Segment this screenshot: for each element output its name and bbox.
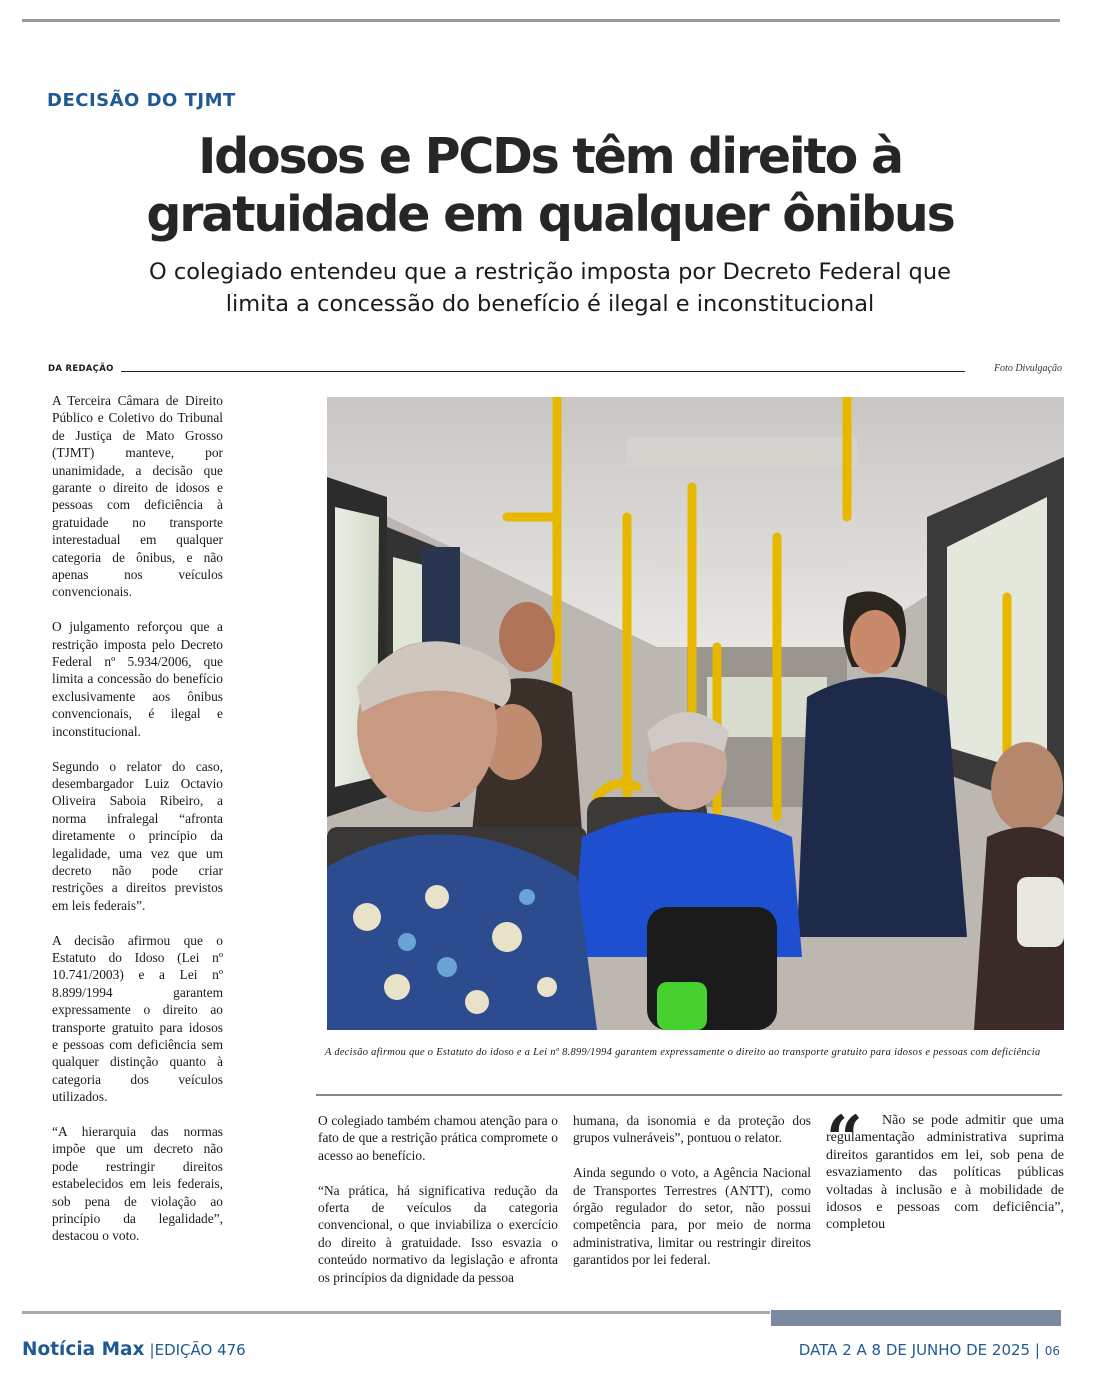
paragraph: A Terceira Câmara de Direito Público e Coletivo do Tribunal de Justiça de Mato Grosso (TJMT) manteve, por unanimidade, a decisão que garante o direito de idosos e pessoas com deficiência à gratuidade no transporte interestadual em qualquer categoria de ônibus, e não apenas nos veículos convencionais. [52,393,223,600]
top-rule [22,19,1060,22]
article-column-3 [573,1112,811,1286]
bus-interior-photo [327,397,1064,1030]
pull-quote-text: Não se pode admitir que uma regulamentação administrativa suprima direitos garantidos em lei, sob pena de esvaziamento das políticas públicas voltadas à inclusão e à mobilidade de idosos e pessoas com deficiência”, completou [826,1113,1064,1233]
caption-rule [316,1094,1062,1096]
subheadline-line-1: O colegiado entendeu que a restrição imposta por Decreto Federal que [149,259,951,285]
photo-caption: A decisão afirmou que o Estatuto do idoso e a Lei nº 8.899/1994 garantem expressamente o direito ao transporte gratuito para idosos e pessoas com deficiência [325,1047,1041,1058]
quote-mark-icon: “ [826,1102,863,1177]
paragraph: O julgamento reforçou que a restrição imposta pelo Decreto Federal nº 5.934/2006, que limita a concessão do benefício exclusivamente aos ônibus convencionais, é ilegal e inconstitucional. [52,619,223,739]
article-column-2 [318,1112,558,1303]
footer-accent-bar [771,1310,1061,1326]
issue-date: DATA 2 A 8 DE JUNHO DE 2025 [798,1341,1031,1359]
pull-quote [826,1102,1064,1234]
subheadline-line-2: limita a concessão do benefício é ilegal e inconstitucional [225,291,875,317]
paragraph: humana, da isonomia e da proteção dos grupos vulneráveis”, pontuou o relator. [573,1113,811,1146]
paragraph: O colegiado também chamou atenção para o fato de que a restrição prática compromete o acesso ao benefício. [318,1113,558,1163]
page-number: 06 [1044,1344,1060,1358]
paragraph: “A hierarquia das normas impõe que um decreto não pode restringir direitos estabelecidos em leis federais, sob pena de violação ao princípio da legalidade”, destacou o voto. [52,1124,223,1244]
headline-line-1: Idosos e PCDs têm direito à [198,128,902,185]
publication-name: Notícia Max [22,1339,145,1360]
article-column-1 [52,392,223,1262]
paragraph: Ainda segundo o voto, a Agência Nacional de Transportes Terrestres (ANTT), como órgão regulador do setor, não possui competência para, por meio de norma administrativa, limitar ou restringir direitos garantidos por lei federal. [573,1165,811,1268]
headline [40,128,1060,244]
section-kicker: DECISÃO DO TJMT [47,90,236,111]
byline: DA REDAÇÃO [48,364,114,374]
byline-row [48,364,1062,378]
subheadline [40,256,1060,320]
paragraph: “Na prática, há significativa redução da oferta de veículos da categoria convencional, o que inviabiliza o exercício do direito à gratuidade. Isso esvazia o conteúdo normativo da legislação e afronta os princípios da dignidade da pessoa [318,1182,558,1285]
footer-rule [22,1311,770,1314]
footer-date [799,1341,1060,1359]
paragraph: Segundo o relator do caso, desembargador Luiz Octavio Oliveira Saboia Ribeiro, a norma infralegal “afronta diretamente o princípio da legalidade, uma vez que um decreto não pode criar restrições a direitos previstos em leis federais”. [52,758,223,913]
paragraph: A decisão afirmou que o Estatuto do Idoso (Lei nº 10.741/2003) e a Lei nº 8.899/1994 garantem expressamente o direito ao transporte gratuito para idosos e pessoas com deficiência sem qualquer distinção quanto à categoria dos veículos utilizados. [52,932,223,1105]
footer-publication [22,1339,246,1360]
edition-label: |EDIÇÃO 476 [149,1341,246,1359]
headline-line-2: gratuidade em qualquer ônibus [146,186,954,243]
byline-rule [121,371,965,372]
footer-separator: | [1034,1341,1040,1359]
photo-credit: Foto Divulgação [993,363,1062,374]
